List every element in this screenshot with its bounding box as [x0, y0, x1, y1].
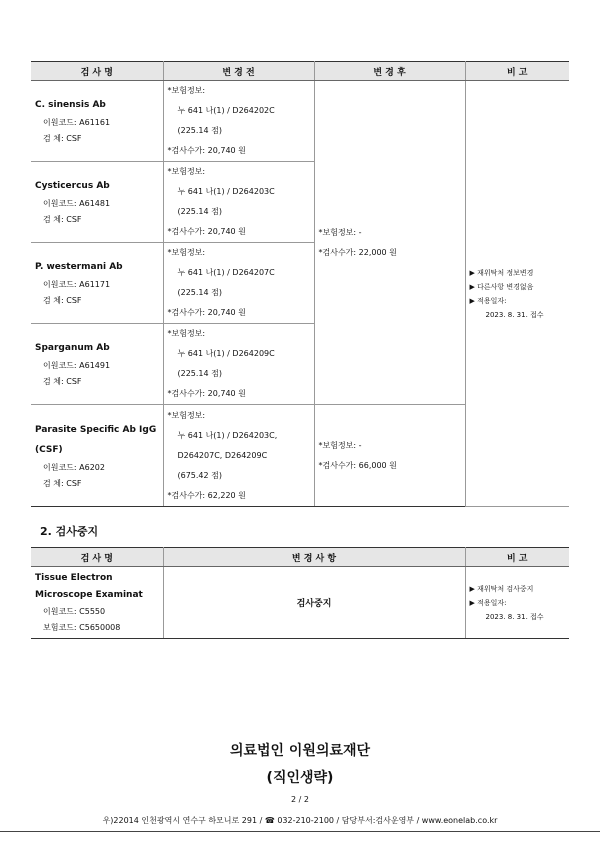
table-header: [31, 548, 569, 567]
insurance-code: 누 641 나(1) / D264209C: [177, 349, 275, 358]
test-name: C. sinensis Ab: [35, 100, 106, 110]
note-line: 적용일자:: [477, 598, 507, 607]
arrow-icon: ▶: [469, 268, 475, 277]
test-code: 이원코드: A61491: [43, 361, 111, 370]
header-before: 변 경 전: [163, 62, 314, 81]
after-insurance: *보험정보: -: [318, 227, 362, 237]
test-specimen: 검 체: CSF: [43, 377, 82, 386]
table-row: [31, 81, 569, 162]
header-after: 변 경 후: [314, 62, 465, 81]
insurance-points: (225.14 점): [177, 207, 223, 216]
note-line: 재위탁처 정보변경: [477, 268, 534, 277]
change-cell: 검사중지: [163, 567, 465, 639]
note-cell: [465, 567, 569, 639]
before-cell: [163, 324, 314, 405]
test-fee: *검사수가: 20,740 원: [167, 227, 246, 236]
header-test-name: 검 사 명: [31, 62, 163, 81]
change-table: [31, 61, 569, 507]
header-test-name: 검 사 명: [31, 548, 163, 567]
insurance-label: *보험정보:: [167, 248, 206, 257]
test-name-cell: [31, 162, 163, 243]
insurance-label: *보험정보:: [167, 167, 206, 176]
test-code: 이원코드: A61481: [43, 199, 111, 208]
test-fee: *검사수가: 20,740 원: [167, 308, 246, 317]
test-specimen: 검 체: CSF: [43, 134, 82, 143]
page-number: 2 / 2: [291, 795, 309, 804]
insurance-code: 누 641 나(1) / D264202C: [177, 106, 275, 115]
arrow-icon: ▶: [469, 282, 475, 291]
note-line: 재위탁처 검사중지: [477, 584, 534, 593]
after-last-cell: [314, 405, 465, 507]
header-change: 변 경 사 항: [163, 548, 465, 567]
insurance-code: 누 641 나(1) / D264203C,: [177, 430, 278, 440]
insurance-code-2: D264207C, D264209C: [177, 450, 268, 460]
test-name: P. westermani Ab: [35, 262, 123, 272]
address-line: 우)22014 인천광역시 연수구 하모니로 291 / ☎ 032-210-2100 / 담당부서:검사운영부 / www.eonelab.co.kr: [102, 816, 498, 825]
section-title: 2. 검사중지: [40, 525, 99, 538]
test-name-cell: [31, 81, 163, 162]
after-insurance: *보험정보: -: [318, 440, 362, 450]
footer-divider: [0, 831, 600, 832]
insurance-code: 누 641 나(1) / D264207C: [177, 268, 275, 277]
header-note: 비 고: [465, 62, 569, 81]
test-specimen: 검 체: CSF: [43, 296, 82, 305]
insurance-points: (675.42 점): [177, 470, 223, 480]
test-name: Parasite Specific Ab IgG: [35, 424, 157, 435]
test-code: 이원코드: C5550: [43, 606, 106, 616]
test-fee: *검사수가: 62,220 원: [167, 490, 246, 500]
insurance-code: 누 641 나(1) / D264203C: [177, 187, 275, 196]
seal-note: (직인생략): [266, 770, 334, 786]
suspension-table: [31, 547, 569, 639]
note-date: 2023. 8. 31. 접수: [485, 310, 544, 319]
test-fee: *검사수가: 20,740 원: [167, 389, 246, 398]
note-line: 다른사항 변경없음: [477, 282, 534, 291]
test-name: Sparganum Ab: [35, 343, 110, 353]
test-name-cell: [31, 405, 163, 507]
after-fee: *검사수가: 22,000 원: [318, 247, 397, 257]
test-fee: *검사수가: 20,740 원: [167, 146, 246, 155]
insurance-points: (225.14 점): [177, 126, 223, 135]
insurance-points: (225.14 점): [177, 288, 223, 297]
note-line: 적용일자:: [477, 296, 507, 305]
test-name-line2: Microscope Examinat: [35, 589, 143, 600]
test-name-cell: [31, 324, 163, 405]
arrow-icon: ▶: [469, 296, 475, 305]
header-note: 비 고: [465, 548, 569, 567]
test-name: Tissue Electron: [35, 572, 113, 583]
before-cell: [163, 162, 314, 243]
insurance-label: *보험정보:: [167, 329, 206, 338]
test-code: 이원코드: A6202: [43, 462, 105, 472]
arrow-icon: ▶: [469, 584, 475, 593]
test-name-line2: (CSF): [35, 444, 63, 455]
test-code: 이원코드: A61161: [43, 118, 111, 127]
organization-name: 의료법인 이원의료재단: [229, 743, 371, 759]
insurance-label: *보험정보:: [167, 86, 206, 95]
before-cell: [163, 81, 314, 162]
table-header: [31, 62, 569, 81]
after-group-cell: [314, 81, 465, 405]
before-cell: [163, 243, 314, 324]
test-specimen: 검 체: CSF: [43, 478, 82, 488]
test-code: 이원코드: A61171: [43, 280, 111, 289]
note-cell: [465, 81, 569, 507]
test-name-cell: [31, 243, 163, 324]
table-row: [31, 567, 569, 639]
arrow-icon: ▶: [469, 598, 475, 607]
after-fee: *검사수가: 66,000 원: [318, 460, 397, 470]
insurance-points: (225.14 점): [177, 369, 223, 378]
note-date: 2023. 8. 31. 접수: [485, 612, 544, 621]
insurance-code: 보험코드: C5650008: [43, 622, 121, 632]
test-specimen: 검 체: CSF: [43, 215, 82, 224]
test-name-cell: [31, 567, 163, 639]
before-cell: [163, 405, 314, 507]
test-name: Cysticercus Ab: [35, 181, 110, 191]
insurance-label: *보험정보:: [167, 410, 206, 420]
